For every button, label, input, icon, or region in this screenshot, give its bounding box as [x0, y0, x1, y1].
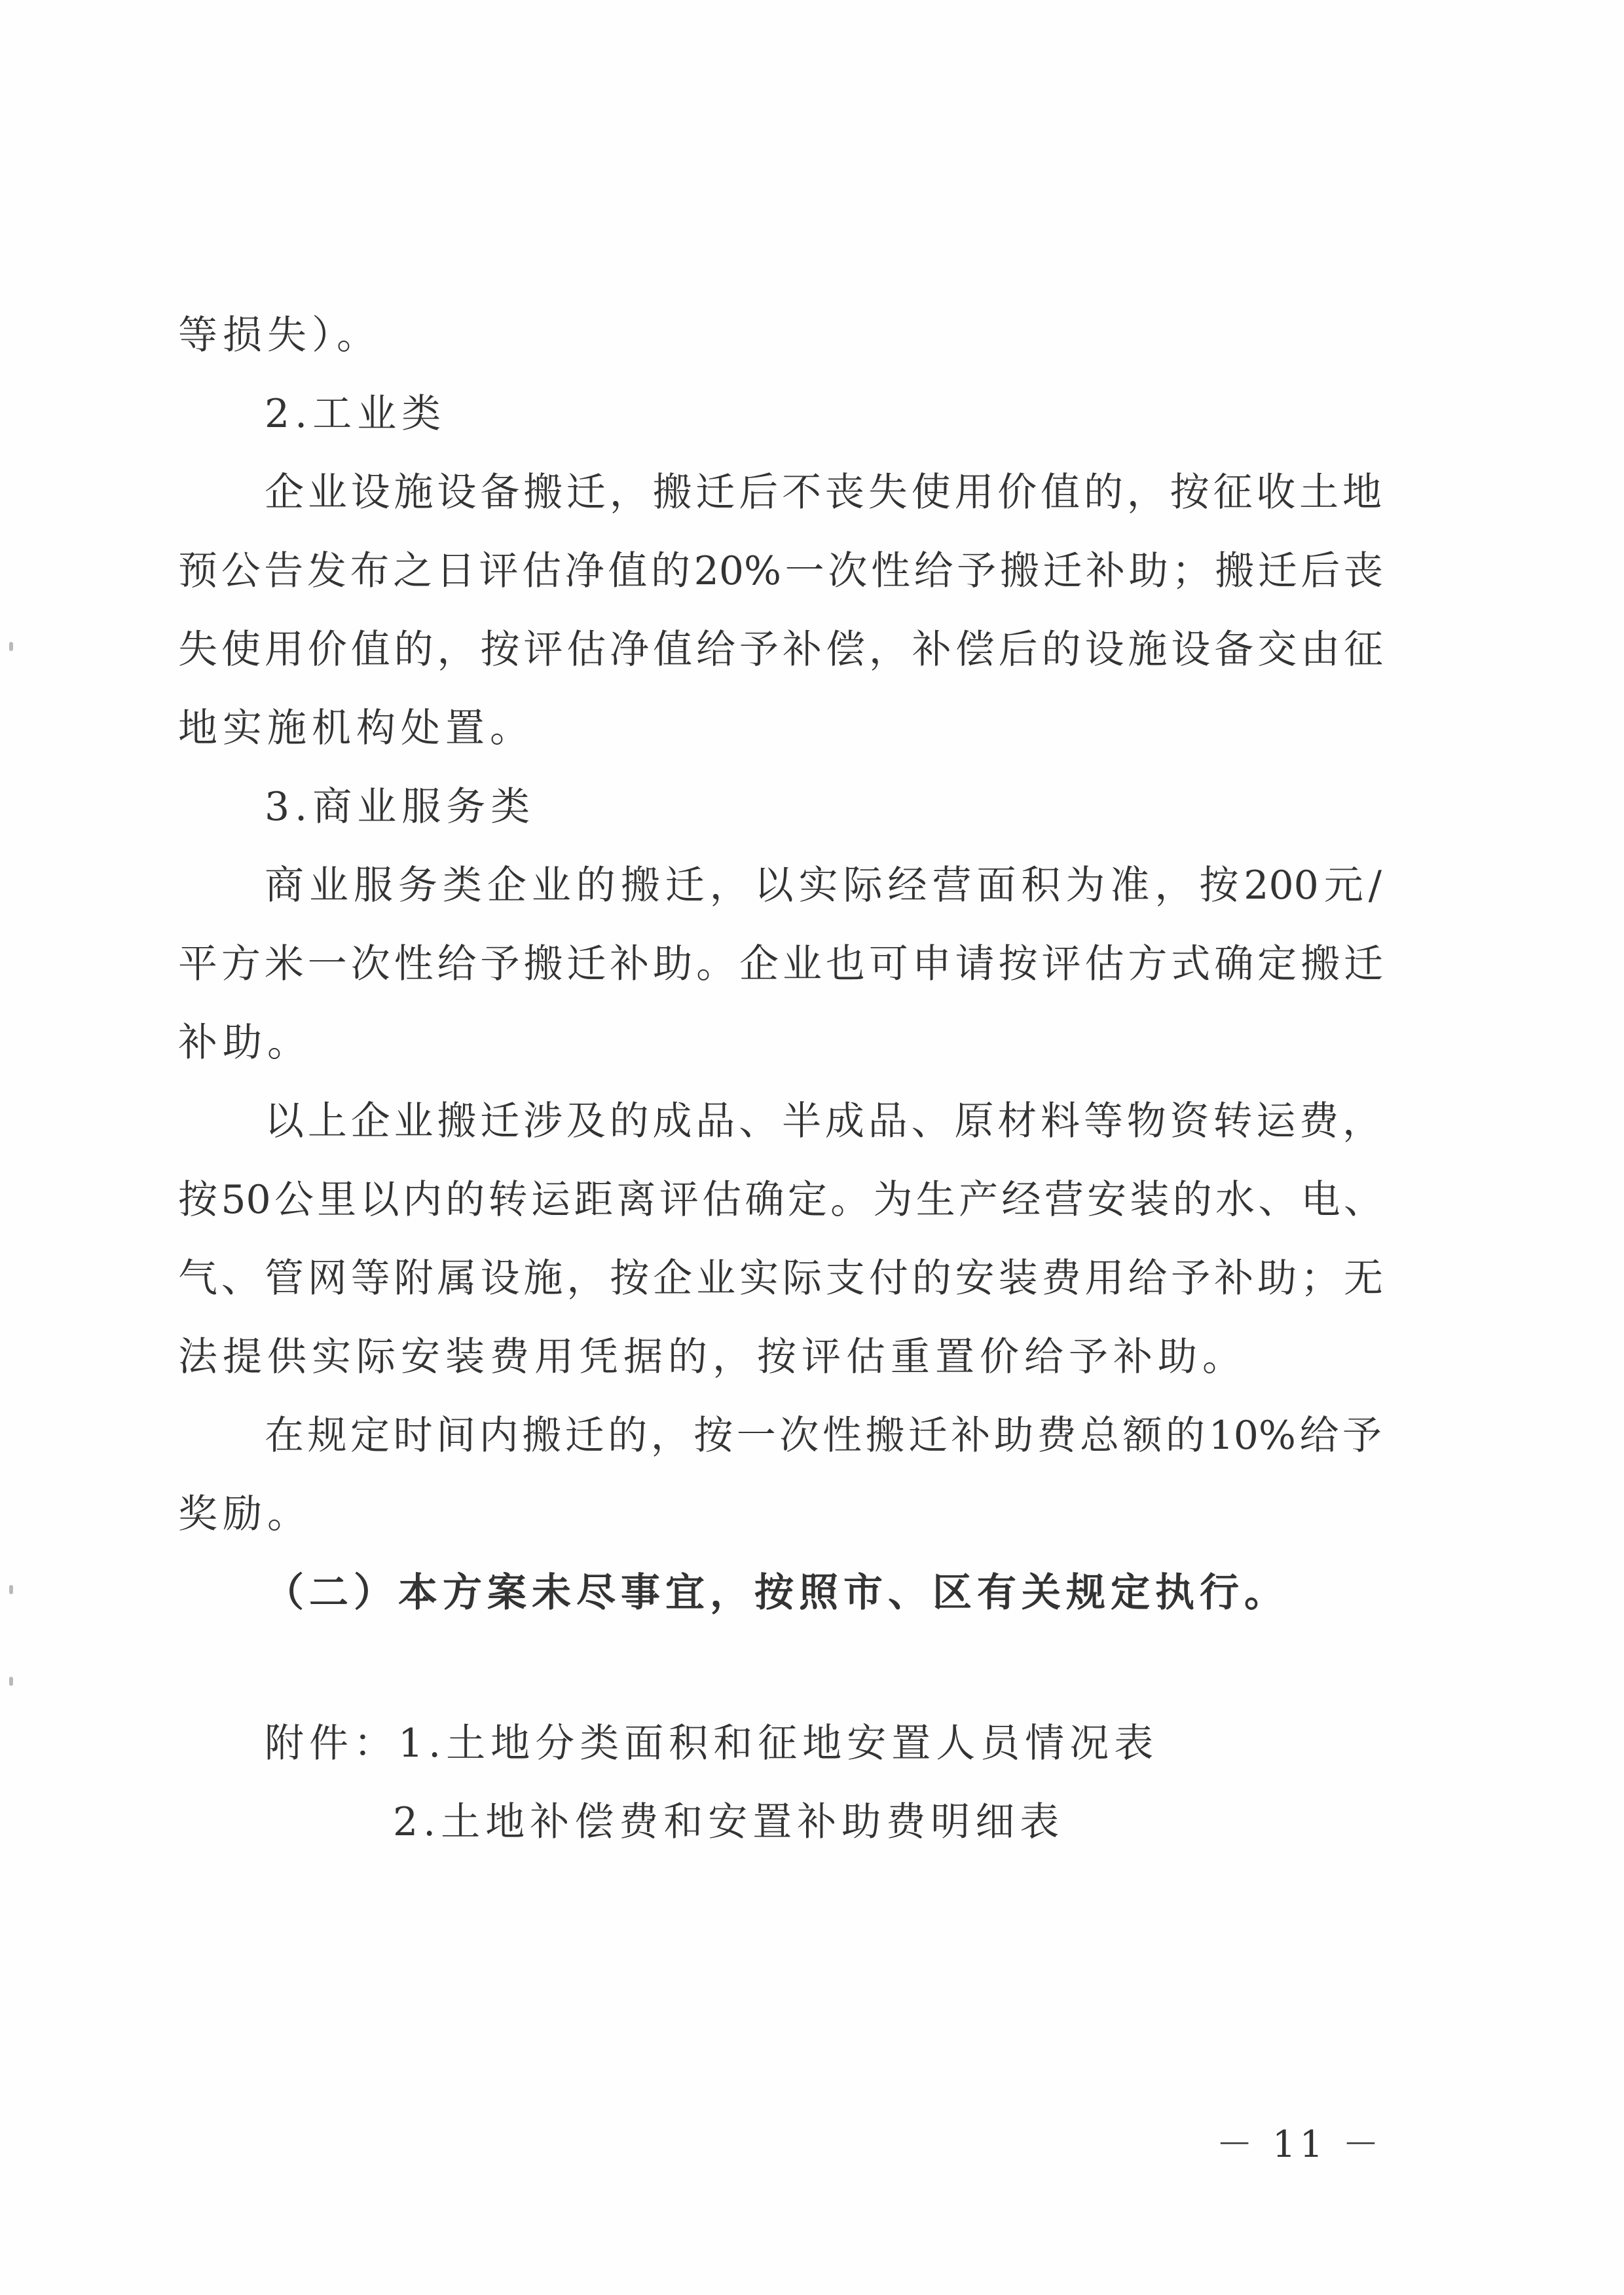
page-number: － 11 －: [1216, 2123, 1383, 2166]
paragraph-line: 法提供实际安装费用凭据的，按评估重置价给予补助。: [178, 1334, 1247, 1380]
paragraph-line: 商业服务类企业的搬迁，以实际经营面积为准，按200元/: [265, 863, 1382, 908]
scan-edge-mark: [9, 642, 13, 651]
paragraph-line: 等损失）。: [178, 312, 381, 358]
section-heading-other-matters: （二）本方案未尽事宜，按照市、区有关规定执行。: [265, 1570, 1289, 1616]
attachment-line-2: 2.土地补偿费和安置补助费明细表: [393, 1799, 1065, 1845]
scan-edge-mark: [9, 1677, 13, 1686]
paragraph-line: 以上企业搬迁涉及的成品、半成品、原材料等物资转运费，: [265, 1098, 1382, 1144]
paragraph-line: 补助。: [178, 1020, 312, 1066]
attachment-line-1: 附件：1.土地分类面积和征地安置人员情况表: [265, 1721, 1159, 1766]
paragraph-line: 失使用价值的，按评估净值给予补偿，补偿后的设施设备交由征: [178, 627, 1383, 673]
paragraph-line: 平方米一次性给予搬迁补助。企业也可申请按评估方式确定搬迁: [178, 941, 1383, 987]
scan-edge-mark: [9, 1585, 13, 1594]
section-heading-commercial: 3.商业服务类: [265, 784, 536, 830]
paragraph-line: 按50公里以内的转运距离评估确定。为生产经营安装的水、电、: [178, 1177, 1383, 1223]
paragraph-line: 奖励。: [178, 1491, 312, 1537]
paragraph-line: 企业设施设备搬迁，搬迁后不丧失使用价值的，按征收土地: [265, 470, 1382, 515]
section-heading-industrial: 2.工业类: [265, 391, 447, 437]
paragraph-line: 气、管网等附属设施，按企业实际支付的安装费用给予补助；无: [178, 1256, 1383, 1301]
paragraph-line: 预公告发布之日评估净值的20%一次性给予搬迁补助；搬迁后丧: [178, 548, 1383, 594]
paragraph-line: 地实施机构处置。: [178, 705, 534, 751]
paragraph-line: 在规定时间内搬迁的，按一次性搬迁补助费总额的10%给予: [265, 1413, 1382, 1459]
